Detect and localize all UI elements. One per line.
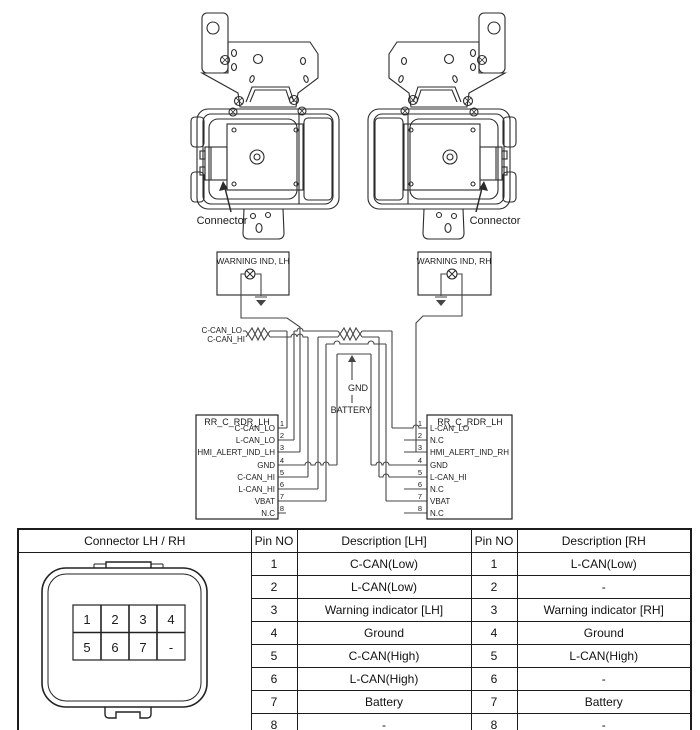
cell-pin: 6 bbox=[251, 668, 297, 691]
connector-pin-6: 6 bbox=[111, 639, 119, 655]
table-row bbox=[18, 553, 691, 576]
pin-label: L-CAN_HI bbox=[430, 473, 467, 482]
connector-pin-2: 2 bbox=[111, 611, 119, 627]
gnd-label: GND bbox=[348, 383, 368, 393]
pin-number: 1 bbox=[417, 419, 423, 428]
connector-pin-8: - bbox=[169, 639, 174, 655]
cell-desc: Battery bbox=[517, 691, 691, 714]
pin-label: L-CAN_LO bbox=[430, 424, 470, 433]
pin-label: GND bbox=[257, 461, 275, 470]
cell-desc: C-CAN(High) bbox=[297, 645, 471, 668]
cell-desc: Battery bbox=[297, 691, 471, 714]
pin-label: L-CAN_HI bbox=[238, 485, 275, 494]
pin-number: 8 bbox=[417, 504, 423, 513]
cell-pin: 4 bbox=[251, 622, 297, 645]
cell-desc: Ground bbox=[517, 622, 691, 645]
pin-number: 8 bbox=[279, 504, 285, 513]
cell-desc: Warning indicator [LH] bbox=[297, 599, 471, 622]
cell-desc: - bbox=[297, 714, 471, 730]
cell-desc: L-CAN(Low) bbox=[297, 576, 471, 599]
header-desc-rh: Description [RH bbox=[517, 529, 691, 553]
cell-desc: Warning indicator [RH] bbox=[517, 599, 691, 622]
pin-number: 6 bbox=[417, 480, 423, 489]
module-box-lh bbox=[196, 415, 284, 519]
cell-desc: C-CAN(Low) bbox=[297, 553, 471, 576]
pin-number: 2 bbox=[279, 431, 285, 440]
cell-desc: - bbox=[517, 668, 691, 691]
pin-label: C-CAN_LO bbox=[234, 424, 275, 433]
connector-face-cell bbox=[18, 553, 251, 730]
connector-pin-7: 7 bbox=[139, 639, 147, 655]
connector-pin-4: 4 bbox=[167, 611, 175, 627]
cell-pin: 6 bbox=[471, 668, 517, 691]
pin-label: N.C bbox=[430, 436, 444, 445]
pin-label: N.C bbox=[430, 509, 444, 518]
cell-desc: - bbox=[517, 714, 691, 730]
cell-pin: 2 bbox=[251, 576, 297, 599]
connector-pin-1: 1 bbox=[83, 611, 91, 627]
cell-pin: 3 bbox=[251, 599, 297, 622]
pin-number: 3 bbox=[417, 443, 423, 452]
pin-label: HMI_ALERT_IND_LH bbox=[197, 448, 275, 457]
warning-indicator-lh-label: WARNING IND, LH bbox=[216, 256, 290, 266]
connector-callout-rh: Connector bbox=[469, 215, 521, 227]
connector-face-drawing bbox=[19, 556, 250, 730]
cell-pin: 8 bbox=[471, 714, 517, 730]
header-pin-no-rh: Pin NO bbox=[471, 529, 517, 553]
module-box-rh bbox=[418, 415, 512, 519]
cell-pin: 7 bbox=[251, 691, 297, 714]
connector-callout-lh: Connector bbox=[196, 215, 248, 227]
cell-pin: 4 bbox=[471, 622, 517, 645]
cell-pin: 7 bbox=[471, 691, 517, 714]
pin-number: 4 bbox=[279, 456, 285, 465]
cell-pin: 3 bbox=[471, 599, 517, 622]
pin-number: 2 bbox=[417, 431, 423, 440]
pin-number: 5 bbox=[417, 468, 423, 477]
connector-pin-5: 5 bbox=[83, 639, 91, 655]
header-connector: Connector LH / RH bbox=[18, 529, 251, 553]
pin-number: 4 bbox=[417, 456, 423, 465]
pin-description-table bbox=[17, 528, 692, 730]
radar-unit-lh bbox=[191, 13, 339, 239]
cell-pin: 5 bbox=[471, 645, 517, 668]
cell-pin: 5 bbox=[251, 645, 297, 668]
pin-number: 6 bbox=[279, 480, 285, 489]
pin-label: GND bbox=[430, 461, 448, 470]
pin-number: 7 bbox=[279, 492, 285, 501]
cell-desc: Ground bbox=[297, 622, 471, 645]
radar-unit-rh bbox=[368, 13, 516, 239]
warning-indicator-rh-label: WARNING IND, RH bbox=[416, 256, 492, 266]
pin-label: N.C bbox=[261, 509, 275, 518]
pin-label: N.C bbox=[430, 485, 444, 494]
pin-number: 3 bbox=[279, 443, 285, 452]
cell-desc: L-CAN(High) bbox=[517, 645, 691, 668]
module-rh-title: RR_C_RDR_LH bbox=[437, 417, 503, 427]
cell-desc: L-CAN(Low) bbox=[517, 553, 691, 576]
pin-label: VBAT bbox=[254, 497, 275, 506]
pin-number: 5 bbox=[279, 468, 285, 477]
cell-pin: 1 bbox=[471, 553, 517, 576]
cell-pin: 2 bbox=[471, 576, 517, 599]
pin-label: L-CAN_LO bbox=[235, 436, 275, 445]
header-pin-no-lh: Pin NO bbox=[251, 529, 297, 553]
battery-label: BATTERY bbox=[330, 405, 372, 415]
pin-label: C-CAN_HI bbox=[237, 473, 275, 482]
cell-pin: 1 bbox=[251, 553, 297, 576]
cell-pin: 8 bbox=[251, 714, 297, 730]
pin-number: 7 bbox=[417, 492, 423, 501]
table-header-row bbox=[18, 529, 691, 553]
cell-desc: - bbox=[517, 576, 691, 599]
ccan-hi-label: C-CAN_HI bbox=[207, 335, 245, 344]
pin-number: 1 bbox=[279, 419, 285, 428]
cell-desc: L-CAN(High) bbox=[297, 668, 471, 691]
connector-pin-3: 3 bbox=[139, 611, 147, 627]
pin-label: VBAT bbox=[430, 497, 451, 506]
pin-label: HMI_ALERT_IND_RH bbox=[430, 448, 509, 457]
module-lh-title: RR_C_RDR_LH bbox=[204, 417, 270, 427]
ccan-lo-label: C-CAN_LO bbox=[201, 326, 242, 335]
header-desc-lh: Description [LH] bbox=[297, 529, 471, 553]
